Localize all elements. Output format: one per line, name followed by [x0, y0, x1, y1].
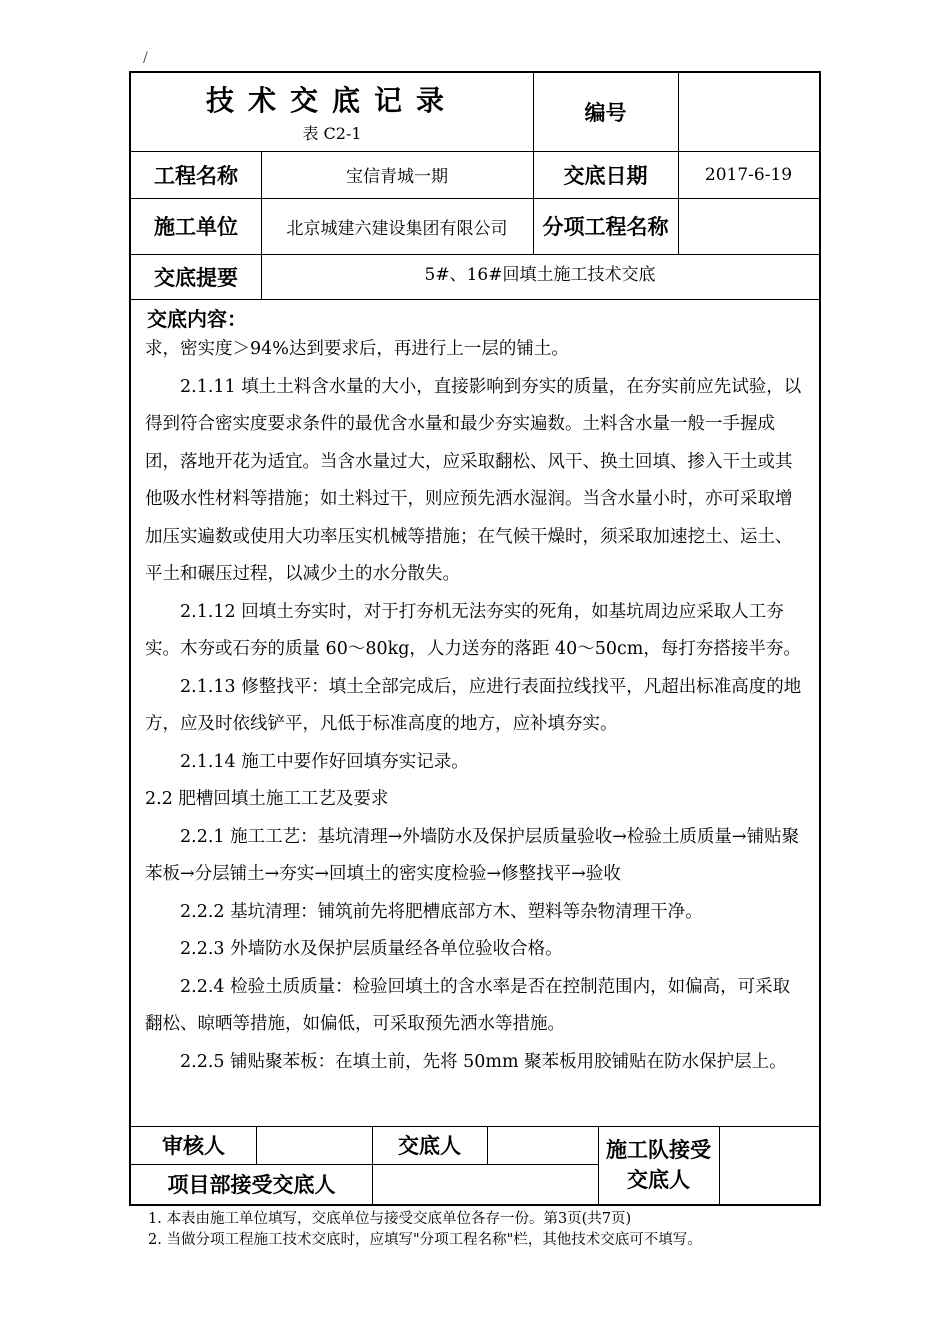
number-label: 编号 — [584, 101, 627, 125]
content-paragraph: 2.1.13 修整找平：填土全部完成后，应进行表面拉线找平，凡超出标准高度的地方，应及时依线铲平，凡低于标准高度的地方，应补填夯实。 — [145, 676, 802, 734]
content-paragraph: 2.2.4 检验土质质量：检验回填土的含水率是否在控制范围内，如偏高，可采取翻松、晾晒等措施，如偏低，可采取预先洒水等措施。 — [145, 976, 791, 1034]
content-body — [145, 331, 805, 1081]
dept-receiver-label: 项目部接受交底人 — [167, 1173, 336, 1197]
form-title-block — [131, 73, 533, 151]
subproject-label: 分项工程名称 — [542, 215, 669, 239]
content-paragraph: 2.1.14 施工中要作好回填夯实记录。 — [180, 751, 469, 772]
form-title: 技术交底记录 — [205, 84, 458, 117]
summary-value[interactable]: 5#、16#回填土施工技术交底 — [424, 265, 656, 285]
discloser-value[interactable] — [487, 1126, 598, 1164]
date-label: 交底日期 — [563, 163, 648, 188]
discloser-label: 交底人 — [398, 1134, 461, 1158]
reviewer-label: 审核人 — [162, 1134, 225, 1158]
summary-label: 交底提要 — [154, 265, 238, 290]
footnote-1: 1. 本表由施工单位填写，交底单位与接受交底单位各存一份。第3页(共7页) — [148, 1211, 632, 1227]
row-divider — [131, 299, 819, 300]
project-value[interactable]: 宝信青城一期 — [346, 167, 448, 187]
content-paragraph: 2.2 肥槽回填土施工工艺及要求 — [145, 789, 389, 809]
subproject-value[interactable] — [678, 198, 819, 254]
col-divider — [261, 151, 262, 299]
disclosure-form — [129, 71, 821, 1206]
footnotes — [148, 1209, 702, 1251]
row-divider — [131, 254, 819, 255]
content-heading: 交底内容： — [147, 307, 247, 331]
content-paragraph: 2.2.5 铺贴聚苯板：在填土前，先将 50mm 聚苯板用胶铺贴在防水保护层上。 — [180, 1051, 787, 1072]
content-paragraph: 求，密实度＞94%达到要求后，再进行上一层的铺土。 — [145, 339, 569, 359]
row-divider — [131, 198, 819, 199]
content-paragraph: 2.2.2 基坑清理：铺筑前先将肥槽底部方木、塑料等杂物清理干净。 — [180, 901, 703, 922]
unit-value[interactable]: 北京城建六建设集团有限公司 — [286, 218, 508, 239]
col-divider — [533, 73, 534, 254]
content-paragraph: 2.1.12 回填土夯实时，对于打夯机无法夯实的死角，如基坑周边应采取人工夯实。木夯或石夯的质量 60～80kg，人力送夯的落距 40～50cm，每打夯搭接半夯。 — [145, 601, 801, 659]
number-value[interactable] — [678, 73, 819, 151]
corner-mark: / — [143, 50, 148, 66]
row-divider — [131, 151, 819, 152]
dept-receiver-value[interactable] — [372, 1164, 598, 1204]
footnote-2: 2. 当做分项工程施工技术交底时，应填写"分项工程名称"栏，其他技术交底可不填写。 — [148, 1232, 702, 1248]
date-value[interactable]: 2017-6-19 — [704, 164, 793, 185]
form-code: 表 C2-1 — [302, 124, 362, 143]
content-paragraph: 2.1.11 填土土料含水量的大小，直接影响到夯实的质量，在夯实前应先试验，以得到符合密实度要求条件的最优含水量和最少夯实遍数。土料含水量一般一手握成团，落地开花为适宜。当含水量过大，应采取翻松、风干、换土回填、掺入干土或其他吸水性材料等措施；如土料过干，则应预先洒水湿润。当含水量小时，亦可采取增加压实遍数或使用大功率压实机械等措施；在气候干燥时，须采取加速挖土、运土、平土和碾压过程，以减少土的水分散失。 — [145, 376, 802, 584]
unit-label: 施工单位 — [154, 215, 238, 239]
team-receiver-value[interactable] — [719, 1126, 819, 1204]
reviewer-value[interactable] — [256, 1126, 372, 1164]
content-paragraph: 2.2.1 施工工艺：基坑清理→外墙防水及保护层质量验收→检验土质质量→铺贴聚苯板→分层铺土→夯实→回填土的密实度检验→修整找平→验收 — [145, 826, 800, 884]
col-divider — [678, 73, 679, 254]
content-paragraph: 2.2.3 外墙防水及保护层质量经各单位验收合格。 — [180, 939, 563, 959]
project-label: 工程名称 — [154, 163, 238, 188]
team-receiver-label: 施工队接受交底人 — [606, 1138, 711, 1192]
